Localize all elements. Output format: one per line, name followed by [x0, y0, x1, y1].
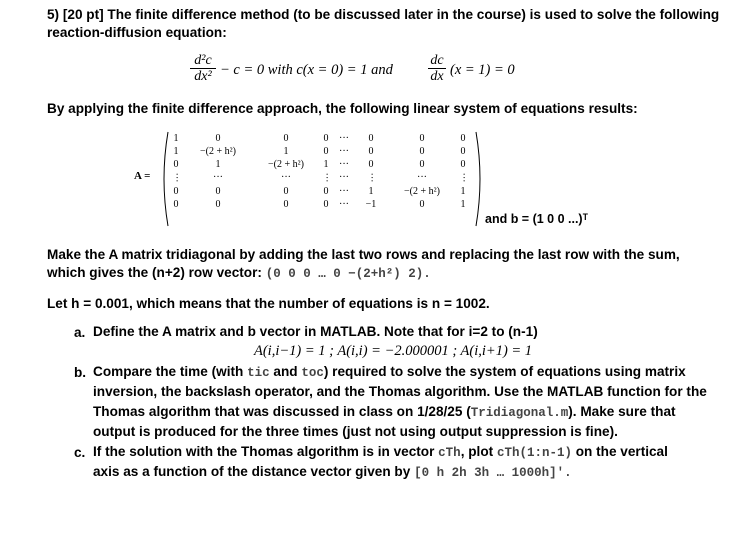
matrix-cell: 1 — [460, 186, 466, 197]
matrix-cell: 0 — [215, 186, 221, 197]
dx-denominator: dx — [430, 69, 444, 84]
matrix-cell: 0 — [323, 186, 329, 197]
matrix-cell: ··· — [339, 133, 349, 144]
matrix-vdots: ··· — [320, 172, 332, 183]
matrix-cell: 0 — [283, 133, 289, 144]
matrix-dots: ··· — [281, 172, 291, 183]
matrix-cell: ··· — [339, 186, 349, 197]
matrix-dots: ··· — [213, 172, 223, 183]
matrix-cell: 0 — [173, 186, 179, 197]
item-c-letter: c. — [74, 445, 86, 460]
matrix-dots: ··· — [339, 172, 349, 183]
matrix-cell: 0 — [419, 199, 425, 210]
matrix-cell: 1 — [215, 159, 221, 170]
d2c-dx2-fraction — [190, 53, 216, 84]
matrix-cell: ··· — [339, 199, 349, 210]
matrix-dots: ··· — [417, 172, 427, 183]
matrix-cell: 0 — [215, 199, 221, 210]
matrix-cell: 1 — [460, 199, 466, 210]
d2c-numerator: d²c — [194, 53, 212, 68]
matrix-cell: 0 — [460, 133, 466, 144]
matrix-cell: 0 — [173, 199, 179, 210]
tridiag-line2 — [47, 264, 431, 283]
row-vector-code: (0 0 0 … 0 −(2+h²) 2). — [265, 267, 431, 281]
item-a-letter: a. — [74, 325, 86, 340]
matrix-cell: 1 — [323, 159, 329, 170]
tridiag-line2-text: which gives the (n+2) row vector: — [47, 265, 262, 280]
item-b-line2: inversion, the backslash operator, and the Thomas algorithm. Use the MATLAB function for the — [93, 384, 707, 399]
matrix-cell: 0 — [323, 199, 329, 210]
matrix-bracket-left — [158, 130, 170, 228]
matrix-cell: −(2 + h²) — [268, 159, 304, 170]
matrix-vdots: ··· — [457, 172, 469, 183]
matrix-cell: 0 — [323, 146, 329, 157]
matrix-vdots: ··· — [170, 172, 182, 183]
item-b-letter: b. — [74, 365, 87, 380]
b-vector: and b = (1 0 0 ...)ᵀ — [485, 212, 589, 226]
item-b-line3: Thomas algorithm that was discussed in class on 1/28/25 (Tridiagonal.m). Make sure that — [93, 404, 676, 420]
matrix-cell: 0 — [368, 159, 374, 170]
matrix-cell: −1 — [365, 199, 377, 210]
matrix-cell: −(2 + h²) — [200, 146, 236, 157]
matrix-cell: 0 — [419, 159, 425, 170]
matrix-cell: ··· — [339, 146, 349, 157]
h-definition: Let h = 0.001, which means that the number of equations is n = 1002. — [47, 296, 490, 311]
matrix-cell: −(2 + h²) — [404, 186, 440, 197]
matrix-cell: 0 — [460, 159, 466, 170]
item-c-line1: If the solution with the Thomas algorithm is in vector cTh, plot cTh(1:n-1) on the vertical — [93, 444, 668, 460]
code-distance-vector: [0 h 2h 3h … 1000h]'. — [414, 466, 572, 480]
matrix-cell: 1 — [368, 186, 374, 197]
dx2-denominator: dx² — [194, 69, 212, 84]
ode-tail: (x = 1) = 0 — [450, 62, 515, 78]
fd-intro: By applying the finite difference approach, the following linear system of equations results: — [47, 101, 638, 116]
code-tic: tic — [247, 366, 270, 380]
matrix-cell: 0 — [368, 133, 374, 144]
ode-middle: − c = 0 with c(x = 0) = 1 and — [220, 62, 393, 78]
code-cTh: cTh — [438, 446, 461, 460]
item-c-line2: axis as a function of the distance vector given by [0 h 2h 3h … 1000h]'. — [93, 464, 572, 480]
problem-header: 5) [20 pt] The finite difference method (to be discussed later in the course) is used to solve the following — [47, 7, 720, 22]
item-a-formula: A(i,i−1) = 1 ; A(i,i) = −2.000001 ; A(i,i+1) = 1 — [254, 343, 533, 359]
matrix-cell: 1 — [173, 133, 179, 144]
item-a-text: Define the A matrix and b vector in MATLAB. Note that for i=2 to (n-1) — [93, 324, 538, 339]
matrix-cell: 0 — [419, 133, 425, 144]
code-tridiagonal-file: Tridiagonal.m — [470, 406, 569, 420]
matrix-cell: 0 — [173, 159, 179, 170]
matrix-label: A = — [134, 170, 151, 182]
matrix-cell: 0 — [368, 146, 374, 157]
matrix-cell: 1 — [173, 146, 179, 157]
matrix-cell: 0 — [283, 199, 289, 210]
item-b-line4: output is produced for the three times (just not using output suppression is fine). — [93, 424, 618, 439]
matrix-cell: 0 — [215, 133, 221, 144]
matrix-vdots: ··· — [365, 172, 377, 183]
matrix-cell: 0 — [460, 146, 466, 157]
matrix-cell: 0 — [323, 133, 329, 144]
tridiag-line1: Make the A matrix tridiagonal by adding the last two rows and replacing the last row with the sum, — [47, 247, 680, 262]
item-b-line1: Compare the time (with tic and toc) required to solve the system of equations using matrix — [93, 364, 686, 380]
dc-dx-fraction — [428, 53, 446, 84]
code-cTh-range: cTh(1:n-1) — [496, 446, 572, 460]
problem-header-line2: reaction-diffusion equation: — [47, 25, 227, 40]
code-toc: toc — [301, 366, 324, 380]
matrix-cell: ··· — [339, 159, 349, 170]
matrix-cell: 0 — [419, 146, 425, 157]
matrix-cell: 1 — [283, 146, 289, 157]
matrix-cell: 0 — [283, 186, 289, 197]
dc-numerator: dc — [430, 53, 444, 68]
